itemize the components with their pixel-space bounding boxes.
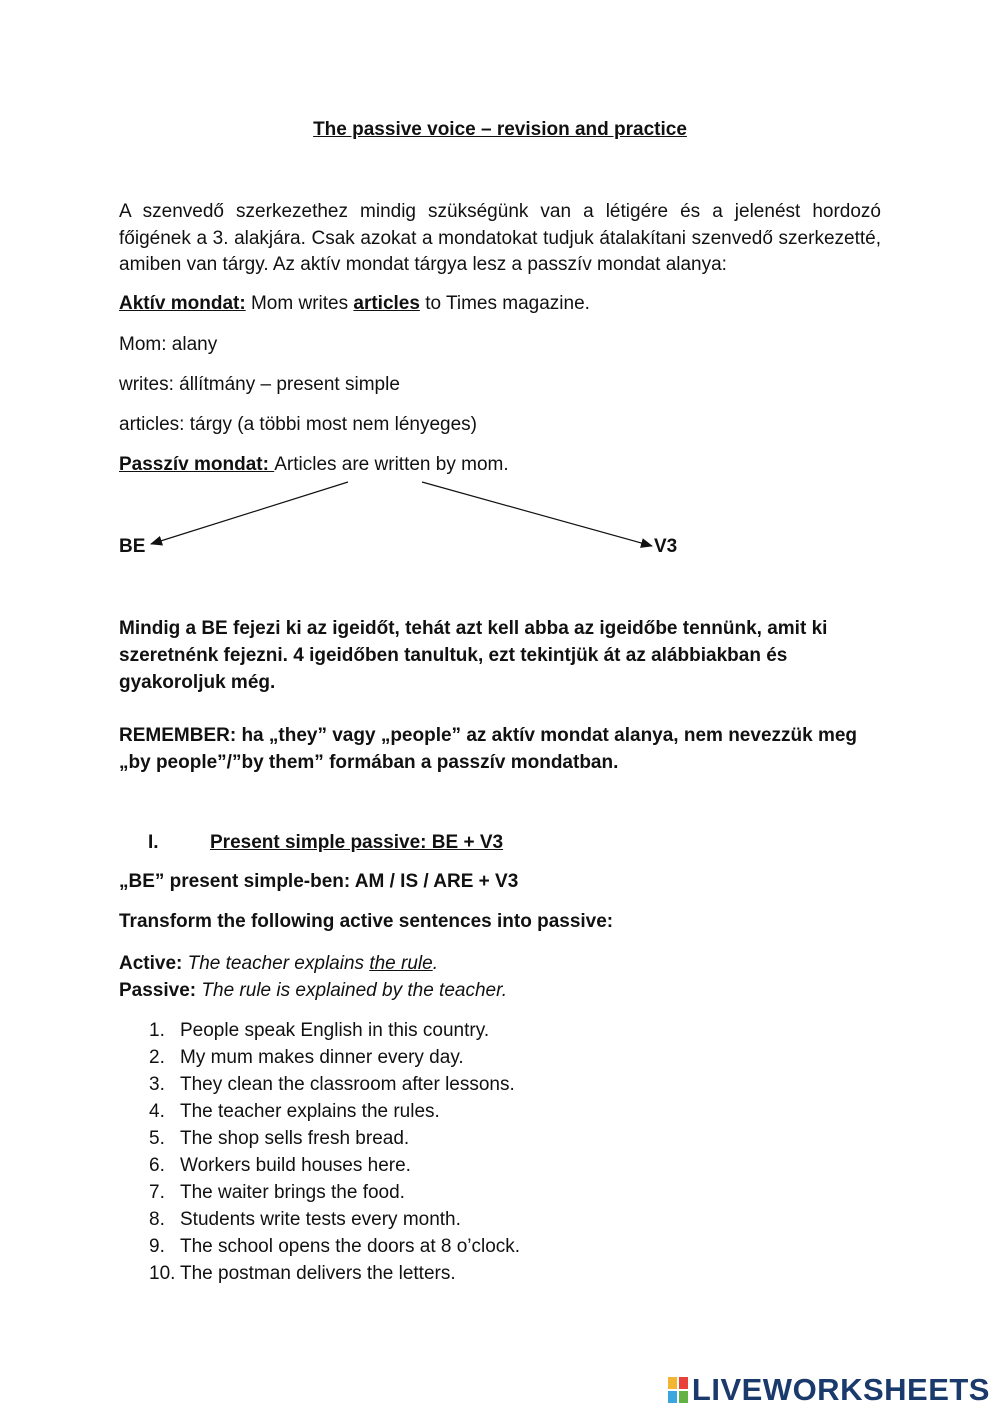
exercise-sentence: The shop sells fresh bread. <box>180 1128 410 1149</box>
rule-paragraph: Mindig a BE fejezi ki az igeidőt, tehát azt kell abba az igeidőbe tennünk, amit ki szeretnénk fejezni. 4 igeidőben tanultuk, ezt tekintjük át az alábbiakban és gyakoroljuk még. <box>119 618 828 693</box>
exercise-number: 10. <box>149 1263 176 1284</box>
worked-example-passive-text: The rule is explained by the teacher. <box>196 980 507 1001</box>
exercise-number: 1. <box>149 1020 165 1041</box>
exercise-sentence: The postman delivers the letters. <box>180 1263 456 1284</box>
exercise-number: 9. <box>149 1236 165 1257</box>
remember-paragraph: REMEMBER: ha „they” vagy „people” az aktív mondat alanya, nem nevezzük meg „by people”/”by them” formában a passzív mondatban. <box>119 725 858 773</box>
exercise-number: 7. <box>149 1182 165 1203</box>
exercise-item <box>119 1071 520 1098</box>
exercise-number: 3. <box>149 1074 165 1095</box>
passive-example-text: Articles are written by mom. <box>274 454 509 475</box>
exercise-sentence: The school opens the doors at 8 o’clock. <box>180 1236 521 1257</box>
worked-example <box>119 950 507 1004</box>
passive-example-label: Passzív mondat: <box>119 454 275 475</box>
diagram-label-be: BE <box>119 536 146 557</box>
section-number: I. <box>148 832 159 853</box>
exercise-sentence: The teacher explains the rules. <box>180 1101 440 1122</box>
active-example-line <box>119 293 590 315</box>
active-example-text-before: Mom writes <box>245 293 354 314</box>
analysis-object: articles: tárgy (a többi most nem lényeges) <box>119 414 477 435</box>
exercise-number: 4. <box>149 1101 165 1122</box>
instruction-line: Transform the following active sentences into passive: <box>119 911 614 932</box>
exercise-sentence: My mum makes dinner every day. <box>180 1047 464 1068</box>
exercise-item <box>119 1206 520 1233</box>
exercise-list <box>119 1017 520 1287</box>
arrow-to-v3 <box>422 482 652 546</box>
worked-example-active-object: the rule <box>369 953 433 974</box>
analysis-subject: Mom: alany <box>119 334 218 355</box>
exercise-item <box>119 1044 520 1071</box>
exercise-sentence: Workers build houses here. <box>180 1155 411 1176</box>
exercise-item <box>119 1233 520 1260</box>
exercise-item <box>119 1260 520 1287</box>
exercise-item <box>119 1125 520 1152</box>
arrow-to-be <box>151 482 348 544</box>
exercise-sentence: People speak English in this country. <box>180 1020 490 1041</box>
worked-example-passive-label: Passive: <box>119 980 197 1001</box>
be-v3-arrow-diagram <box>0 470 1000 560</box>
intro-paragraph: A szenvedő szerkezethez mindig szükségünk van a létigére és a jelenést hordozó főigének a 3. alakjára. Csak azokat a mondatokat tudjuk átalakítani szenvedő szerkezetté, amiben van tárgy. Az aktív mondat tárgya lesz a passzív mondat alanya: <box>119 201 881 275</box>
exercise-item <box>119 1098 520 1125</box>
exercise-item <box>119 1152 520 1179</box>
be-forms-line: „BE” present simple-ben: AM / IS / ARE + V3 <box>119 871 519 892</box>
exercise-number: 5. <box>149 1128 165 1149</box>
exercise-sentence: They clean the classroom after lessons. <box>180 1074 515 1095</box>
page-title: The passive voice – revision and practice <box>313 119 687 140</box>
liveworksheets-logo[interactable] <box>668 1372 990 1408</box>
worked-example-passive <box>119 977 507 1004</box>
diagram-label-v3: V3 <box>654 536 678 557</box>
section-title: Present simple passive: BE + V3 <box>210 832 504 853</box>
worked-example-active <box>119 950 507 977</box>
active-example-text-after: to Times magazine. <box>419 293 590 314</box>
exercise-sentence: Students write tests every month. <box>180 1209 461 1230</box>
exercise-item <box>119 1179 520 1206</box>
exercise-sentence: The waiter brings the food. <box>180 1182 405 1203</box>
exercise-number: 6. <box>149 1155 165 1176</box>
logo-text: LIVEWORKSHEETS <box>691 1372 990 1407</box>
analysis-verb: writes: állítmány – present simple <box>119 374 400 395</box>
exercise-number: 2. <box>149 1047 165 1068</box>
worked-example-active-before: The teacher explains <box>182 953 370 974</box>
active-example-object: articles <box>353 293 420 314</box>
worked-example-active-label: Active: <box>119 953 183 974</box>
logo-mark-icon <box>668 1377 688 1403</box>
worked-example-active-after: . <box>432 953 438 974</box>
exercise-item <box>119 1017 520 1044</box>
exercise-number: 8. <box>149 1209 165 1230</box>
active-example-label: Aktív mondat: <box>119 293 246 314</box>
